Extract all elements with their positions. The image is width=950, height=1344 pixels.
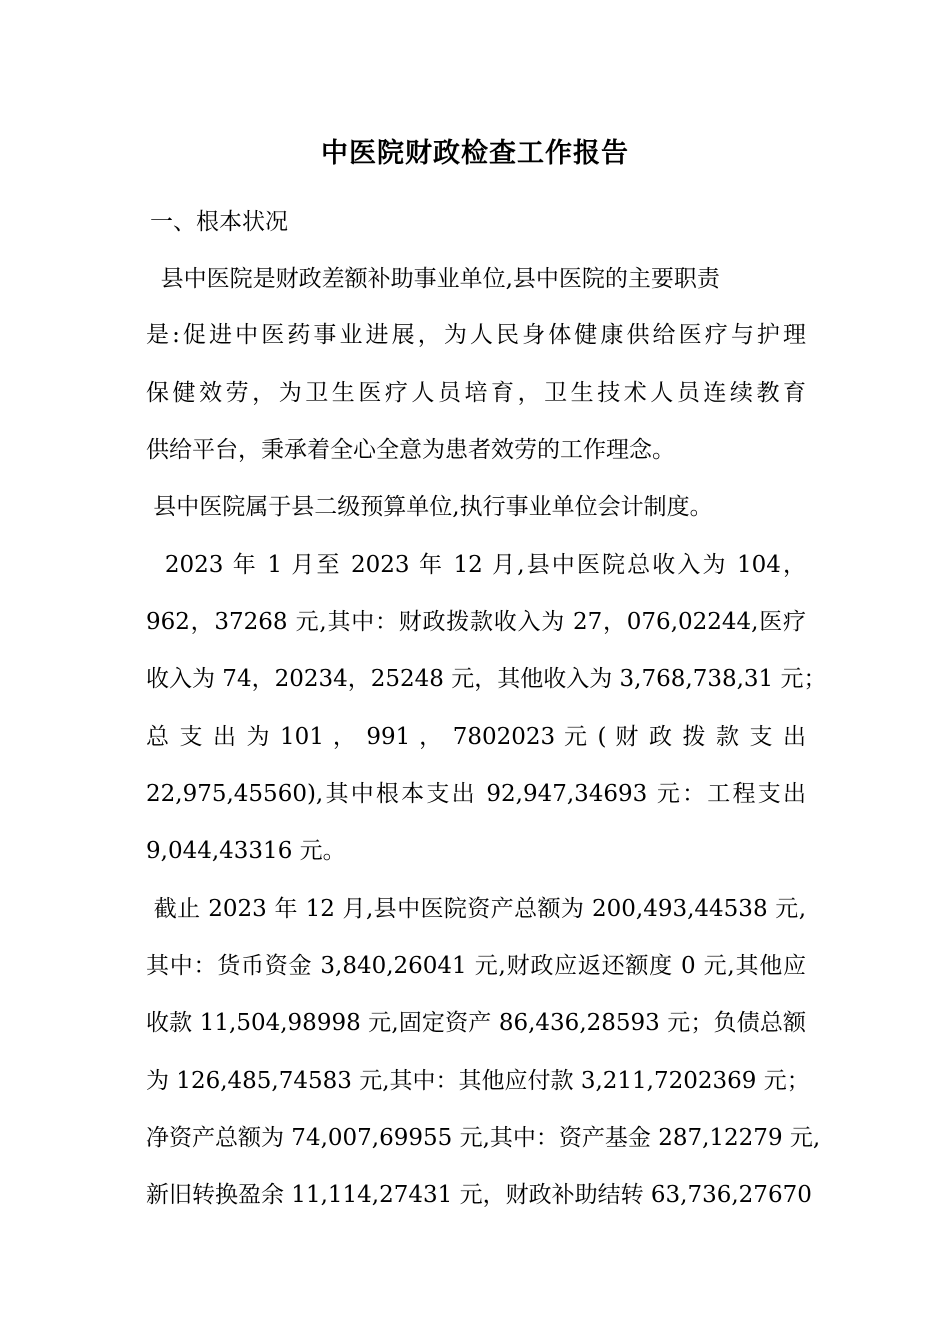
text-line-16: 净资产总额为 74,007,69955 元,其中：资产基金 287,12279 元, xyxy=(146,1125,821,1151)
text-line-6: 2023 年 1 月至 2023 年 12 月,县中医院总收入为 104， xyxy=(146,552,806,578)
text-line-15: 为 126,485,74583 元,其中：其他应付款 3,211,7202369 元； xyxy=(146,1068,810,1094)
text-line-5: 县中医院属于县二级预算单位,执行事业单位会计制度。 xyxy=(146,494,713,520)
text-line-13: 其中：货币资金 3,840,26041 元,财政应返还额度 0 元,其他应 xyxy=(146,953,806,979)
text-line-7: 962，37268 元,其中：财政拨款收入为 27，076,02244,医疗 xyxy=(146,609,806,635)
text-line-2: 是:促进中医药事业进展，为人民身体健康供给医疗与护理 xyxy=(146,322,806,348)
section-heading: 一、根本状况 xyxy=(150,209,288,235)
text-line-9: 总 支 出 为 101 ， 991 ， 7802023 元 ( 财 政 拨 款 支 出 xyxy=(146,724,806,750)
text-line-3: 保健效劳，为卫生医疗人员培育，卫生技术人员连续教育 xyxy=(146,380,806,406)
text-line-4: 供给平台，秉承着全心全意为患者效劳的工作理念。 xyxy=(146,437,675,463)
text-line-12: 截止 2023 年 12 月,县中医院资产总额为 200,493,44538 元, xyxy=(146,896,806,922)
text-line-10: 22,975,45560),其中根本支出 92,947,34693 元：工程支出 xyxy=(146,781,806,807)
text-line-11: 9,044,43316 元。 xyxy=(146,838,346,864)
text-line-17: 新旧转换盈余 11,114,27431 元，财政补助结转 63,736,27670 xyxy=(146,1182,812,1208)
text-line-8: 收入为 74，20234，25248 元，其他收入为 3,768,738,31 元； xyxy=(146,666,827,692)
document-title: 中医院财政检查工作报告 xyxy=(321,138,629,169)
text-line-1: 县中医院是财政差额补助事业单位,县中医院的主要职责 xyxy=(146,266,720,292)
text-line-14: 收款 11,504,98998 元,固定资产 86,436,28593 元；负债总额 xyxy=(146,1010,806,1036)
